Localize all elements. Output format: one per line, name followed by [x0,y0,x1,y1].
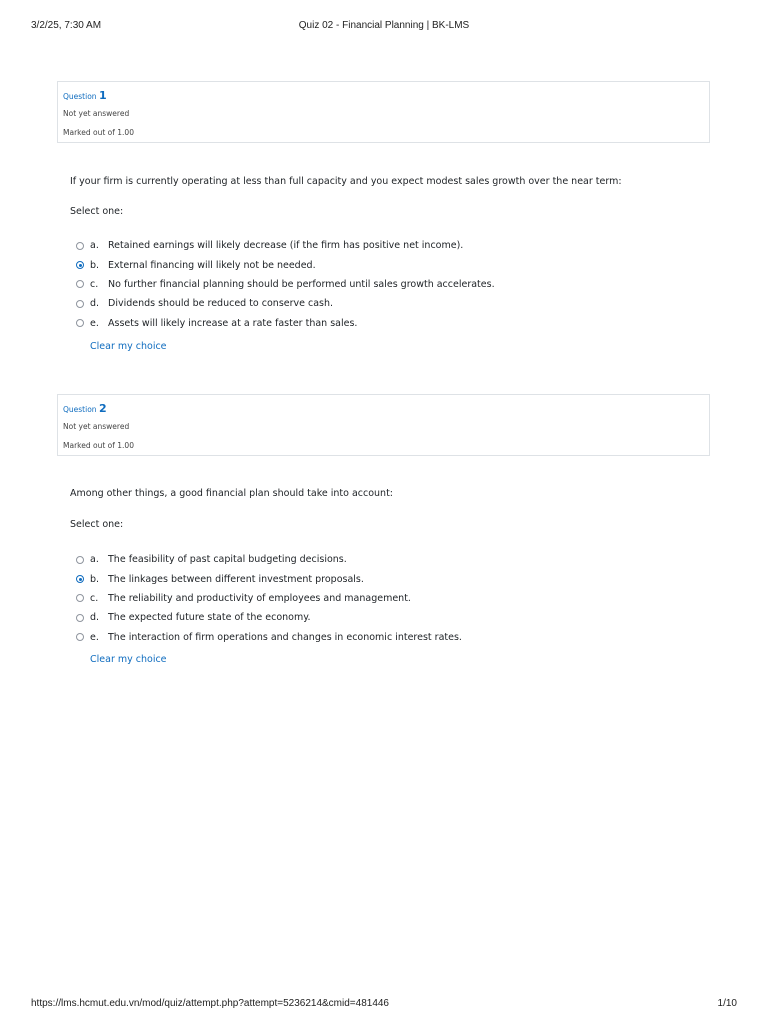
answer-text: Retained earnings will likely decrease (if the firm has positive net income). [108,240,464,252]
answer-letter: c. [90,592,99,604]
clear-my-choice-link-2[interactable]: Clear my choice [90,654,167,665]
page-counter: 1/10 [717,998,737,1009]
select-one-prompt-2: Select one: [70,519,124,530]
radio-button-selected[interactable] [76,261,84,269]
answer-letter: e. [90,631,99,643]
question-number-value: 2 [98,402,107,415]
print-date: 3/2/25, 7:30 AM [31,20,102,31]
question-number-value: 1 [98,89,107,102]
answer-option-2b[interactable] [76,569,676,588]
question-label: Question [63,405,97,414]
answer-list-1 [76,236,676,333]
answer-option-2d[interactable] [76,608,676,627]
answer-option-2c[interactable] [76,589,676,608]
answer-text: Assets will likely increase at a rate faster than sales. [108,317,358,329]
question-state: Not yet answered [63,109,130,118]
radio-button[interactable] [76,594,84,602]
radio-button[interactable] [76,556,84,564]
answer-text: The interaction of firm operations and changes in economic interest rates. [108,631,462,643]
radio-button[interactable] [76,242,84,250]
print-page-title: Quiz 02 - Financial Planning | BK-LMS [298,20,470,31]
answer-letter: d. [90,612,100,624]
select-one-prompt-1: Select one: [70,206,124,217]
radio-button[interactable] [76,300,84,308]
answer-letter: e. [90,317,99,329]
print-header [0,0,768,50]
answer-option-1a[interactable] [76,236,676,255]
answer-text: The feasibility of past capital budgeting decisions. [108,554,347,566]
answer-option-1c[interactable] [76,275,676,294]
answer-text: The reliability and productivity of employees and management. [108,592,411,604]
answer-list-2 [76,550,676,647]
answer-letter: b. [90,573,100,585]
radio-button[interactable] [76,633,84,641]
answer-text: External financing will likely not be needed. [108,259,316,271]
answer-option-1e[interactable] [76,314,676,333]
answer-text: No further financial planning should be performed until sales growth accelerates. [108,278,495,290]
answer-letter: a. [90,554,99,566]
answer-option-1d[interactable] [76,294,676,313]
question-grade: Marked out of 1.00 [63,128,134,137]
question-label: Question [63,92,97,101]
answer-text: Dividends should be reduced to conserve cash. [108,298,334,310]
question-info-2 [57,394,710,456]
radio-button[interactable] [76,280,84,288]
answer-letter: c. [90,278,99,290]
question-number [63,89,107,102]
print-url: https://lms.hcmut.edu.vn/mod/quiz/attempt.php?attempt=5236214&cmid=481446 [31,998,389,1009]
answer-option-2e[interactable] [76,628,676,647]
print-footer [0,984,768,1024]
answer-letter: d. [90,298,100,310]
question-number [63,402,107,415]
radio-button[interactable] [76,614,84,622]
answer-letter: a. [90,240,99,252]
question-text-2: Among other things, a good financial plan should take into account: [70,488,393,499]
radio-button-selected[interactable] [76,575,84,583]
question-info-1 [57,81,710,143]
question-state: Not yet answered [63,422,130,431]
radio-button[interactable] [76,319,84,327]
answer-text: The linkages between different investment proposals. [108,573,364,585]
question-grade: Marked out of 1.00 [63,441,134,450]
question-text-1: If your firm is currently operating at less than full capacity and you expect modest sales growth over the near term: [70,176,622,187]
answer-letter: b. [90,259,100,271]
answer-option-2a[interactable] [76,550,676,569]
answer-option-1b[interactable] [76,255,676,274]
answer-text: The expected future state of the economy. [108,612,311,624]
clear-my-choice-link-1[interactable]: Clear my choice [90,341,167,352]
